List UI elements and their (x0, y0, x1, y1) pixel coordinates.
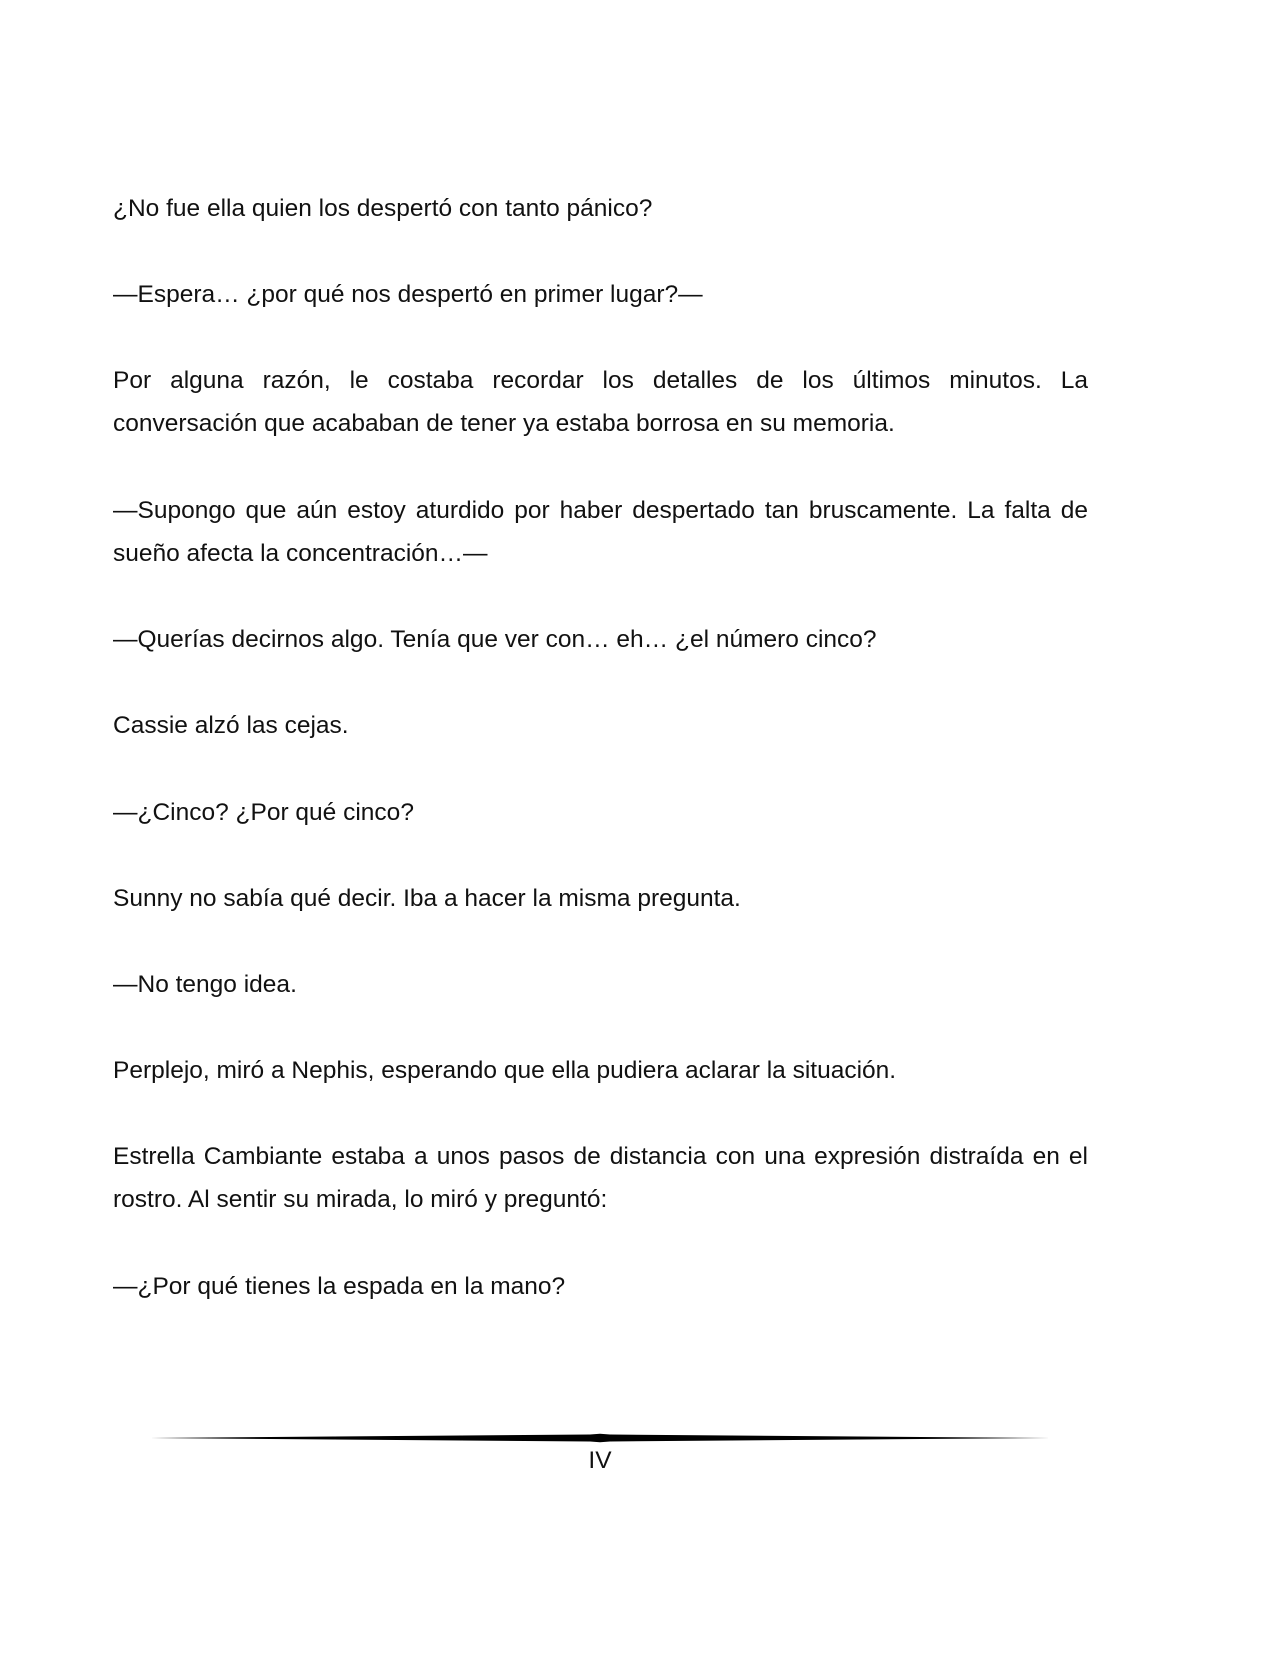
paragraph-8: Sunny no sabía qué decir. Iba a hacer la misma pregunta. (113, 885, 741, 912)
footer-divider (150, 1432, 1050, 1444)
paragraph-5: —Querías decirnos algo. Tenía que ver con… eh… ¿el número cinco? (113, 626, 877, 653)
divider-swash (150, 1434, 1050, 1442)
paragraph-10: Perplejo, miró a Nephis, esperando que ella pudiera aclarar la situación. (113, 1057, 897, 1084)
paragraph-12: —¿Por qué tienes la espada en la mano? (113, 1273, 566, 1300)
paragraph-6: Cassie alzó las cejas. (113, 712, 349, 739)
paragraph-1: ¿No fue ella quien los despertó con tanto pánico? (113, 195, 653, 222)
page-number: IV (588, 1447, 612, 1474)
paragraph-7: —¿Cinco? ¿Por qué cinco? (113, 799, 414, 826)
paragraph-9: —No tengo idea. (113, 971, 297, 998)
paragraph-4: —Supongo que aún estoy aturdido por haber despertado tan bruscamente. La falta de sueño afecta la concentración…— (113, 497, 1088, 567)
paragraph-2: —Espera… ¿por qué nos despertó en primer lugar?— (113, 281, 703, 308)
paragraph-3: Por alguna razón, le costaba recordar los detalles de los últimos minutos. La conversación que acababan de tener ya estaba borrosa en su memoria. (113, 367, 1088, 437)
paragraph-11: Estrella Cambiante estaba a unos pasos de distancia con una expresión distraída en el rostro. Al sentir su mirada, lo miró y preguntó: (113, 1143, 1088, 1213)
